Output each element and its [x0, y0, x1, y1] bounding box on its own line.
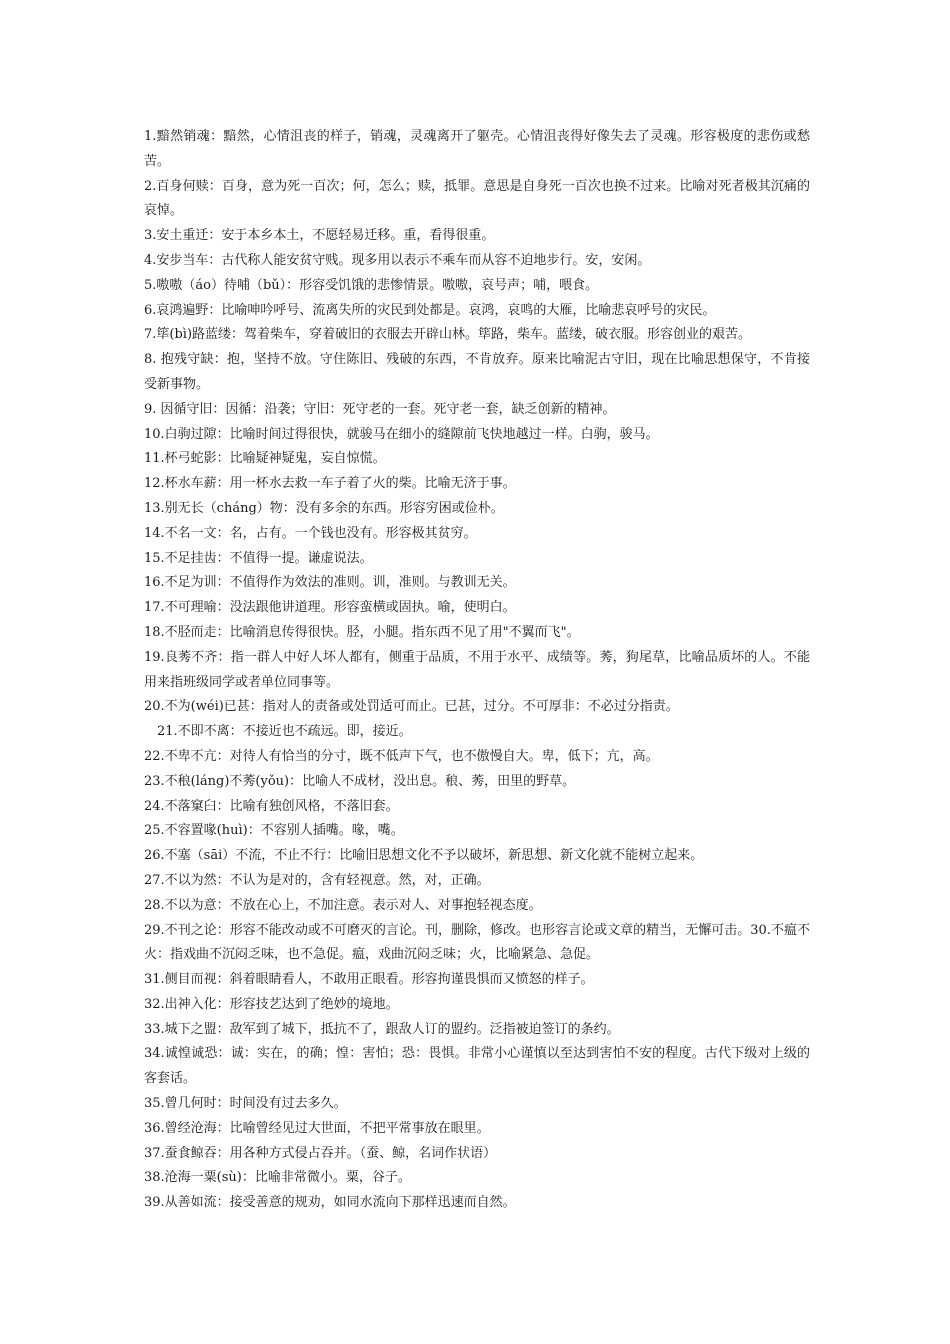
idiom-entry: 20.不为(wéi)已甚：指对人的责备或处罚适可而止。已甚，过分。不可厚非：不必过分指责。 — [144, 699, 679, 715]
idiom-entry: 22.不卑不亢：对待人有恰当的分寸，既不低声下气，也不傲慢自大。卑，低下；亢，高。 — [144, 748, 659, 764]
idiom-entry: 19.良莠不齐：指一群人中好人坏人都有，侧重于品质，不用于水平、成绩等。莠，狗尾草，比喻品质坏的人。不能用来指班级同学或者单位同事等。 — [144, 649, 810, 690]
idiom-list — [144, 125, 810, 1216]
idiom-entry: 13.别无长（cháng）物：没有多余的东西。形容穷困或俭朴。 — [144, 500, 504, 516]
idiom-entry: 8. 抱残守缺：抱，坚持不放。守住陈旧、残破的东西，不肯放弃。原来比喻泥古守旧，现在比喻思想保守，不肯接受新事物。 — [144, 352, 810, 392]
idiom-entry: 24.不落窠臼：比喻有独创风格，不落旧套。 — [144, 798, 399, 814]
idiom-entry: 7.筚(bì)路蓝缕：驾着柴车，穿着破旧的衣服去开辟山林。筚路，柴车。蓝缕，破衣服。形容创业的艰苦。 — [144, 327, 752, 343]
idiom-entry: 14.不名一文：名，占有。一个钱也没有。形容极其贫穷。 — [144, 525, 477, 541]
idiom-entry: 18.不胫而走：比喻消息传得很快。胫，小腿。指东西不见了用"不翼而飞"。 — [144, 624, 580, 640]
idiom-entry: 21.不即不离：不接近也不疏远。即，接近。 — [157, 724, 412, 740]
idiom-entry: 27.不以为然：不认为是对的，含有轻视意。然，对，正确。 — [144, 872, 490, 888]
idiom-entry: 12.杯水车薪：用一杯水去救一车子着了火的柴。比喻无济于事。 — [144, 476, 516, 492]
idiom-entry: 6.哀鸿遍野：比喻呻吟呼号、流离失所的灾民到处都是。哀鸿，哀鸣的大雁，比喻悲哀呼号的灾民。 — [144, 302, 716, 318]
idiom-entry: 17.不可理喻：没法跟他讲道理。形容蛮横或固执。喻，使明白。 — [144, 600, 516, 616]
idiom-entry: 5.嗷嗷（áo）待哺（bǔ）：形容受饥饿的悲惨情景。嗷嗷，哀号声；哺，喂食。 — [144, 277, 599, 293]
idiom-entry: 16.不足为训：不值得作为效法的准则。训，准则。与教训无关。 — [144, 575, 516, 591]
idiom-entry: 10.白驹过隙：比喻时间过得很快，就骏马在细小的缝隙前飞快地越过一样。白驹，骏马。 — [144, 426, 659, 442]
idiom-entry: 23.不稂(láng)不莠(yǒu)：比喻人不成材，没出息。稂、莠，田里的野草。 — [144, 773, 576, 789]
idiom-entry: 29.不刊之论：形容不能改动或不可磨灭的言论。刊，删除，修改。也形容言论或文章的精当，无懈可击。30.不瘟不火：指戏曲不沉闷乏味，也不急促。瘟，戏曲沉闷乏味；火，比喻紧急、急促。 — [144, 922, 810, 963]
idiom-entry: 33.城下之盟：敌军到了城下，抵抗不了，跟敌人订的盟约。泛指被迫签订的条约。 — [144, 1021, 620, 1037]
idiom-entry: 39.从善如流：接受善意的规劝，如同水流向下那样迅速而自然。 — [144, 1195, 516, 1211]
idiom-entry: 31.侧目而视：斜着眼睛看人，不敢用正眼看。形容拘谨畏惧而又愤怒的样子。 — [144, 972, 594, 988]
idiom-entry: 34.诚惶诚恐：诚：实在，的确；惶：害怕；恐：畏惧。非常小心谨慎以至达到害怕不安的程度。古代下级对上级的客套话。 — [144, 1046, 810, 1087]
idiom-entry: 28.不以为意：不放在心上，不加注意。表示对人、对事抱轻视态度。 — [144, 897, 542, 913]
idiom-entry: 11.杯弓蛇影：比喻疑神疑鬼，妄自惊慌。 — [144, 451, 386, 467]
idiom-entry: 4.安步当车：古代称人能安贫守贱。现多用以表示不乘车而从容不迫地步行。安，安闲。 — [144, 252, 651, 268]
idiom-entry: 9. 因循守旧：因循：沿袭；守旧：死守老的一套。死守老一套，缺乏创新的精神。 — [144, 401, 616, 417]
idiom-entry: 3.安土重迁：安于本乡本土，不愿轻易迁移。重，看得很重。 — [144, 228, 495, 244]
idiom-entry: 37.蚕食鲸吞：用各种方式侵占吞并。（蚕、鲸，名词作状语） — [144, 1145, 497, 1161]
idiom-entry: 36.曾经沧海：比喻曾经见过大世面，不把平常事放在眼里。 — [144, 1120, 490, 1136]
idiom-entry: 15.不足挂齿：不值得一提。谦虚说法。 — [144, 550, 373, 566]
idiom-entry: 38.沧海一粟(sù)：比喻非常微小。粟，谷子。 — [144, 1170, 411, 1186]
idiom-entry: 26.不塞（sāi）不流，不止不行：比喻旧思想文化不予以破坏，新思想、新文化就不能树立起来。 — [144, 848, 704, 864]
idiom-entry: 2.百身何赎：百身，意为死一百次；何，怎么；赎，抵罪。意思是自身死一百次也换不过来。比喻对死者极其沉痛的哀悼。 — [144, 178, 810, 219]
idiom-entry: 1.黯然销魂：黯然，心情沮丧的样子，销魂，灵魂离开了躯壳。心情沮丧得好像失去了灵魂。形容极度的悲伤或愁苦。 — [144, 129, 810, 169]
idiom-entry: 32.出神入化：形容技艺达到了绝妙的境地。 — [144, 996, 399, 1012]
idiom-entry: 25.不容置喙(huì)：不容别人插嘴。喙，嘴。 — [144, 823, 404, 839]
idiom-entry: 35.曾几何时：时间没有过去多久。 — [144, 1096, 347, 1112]
